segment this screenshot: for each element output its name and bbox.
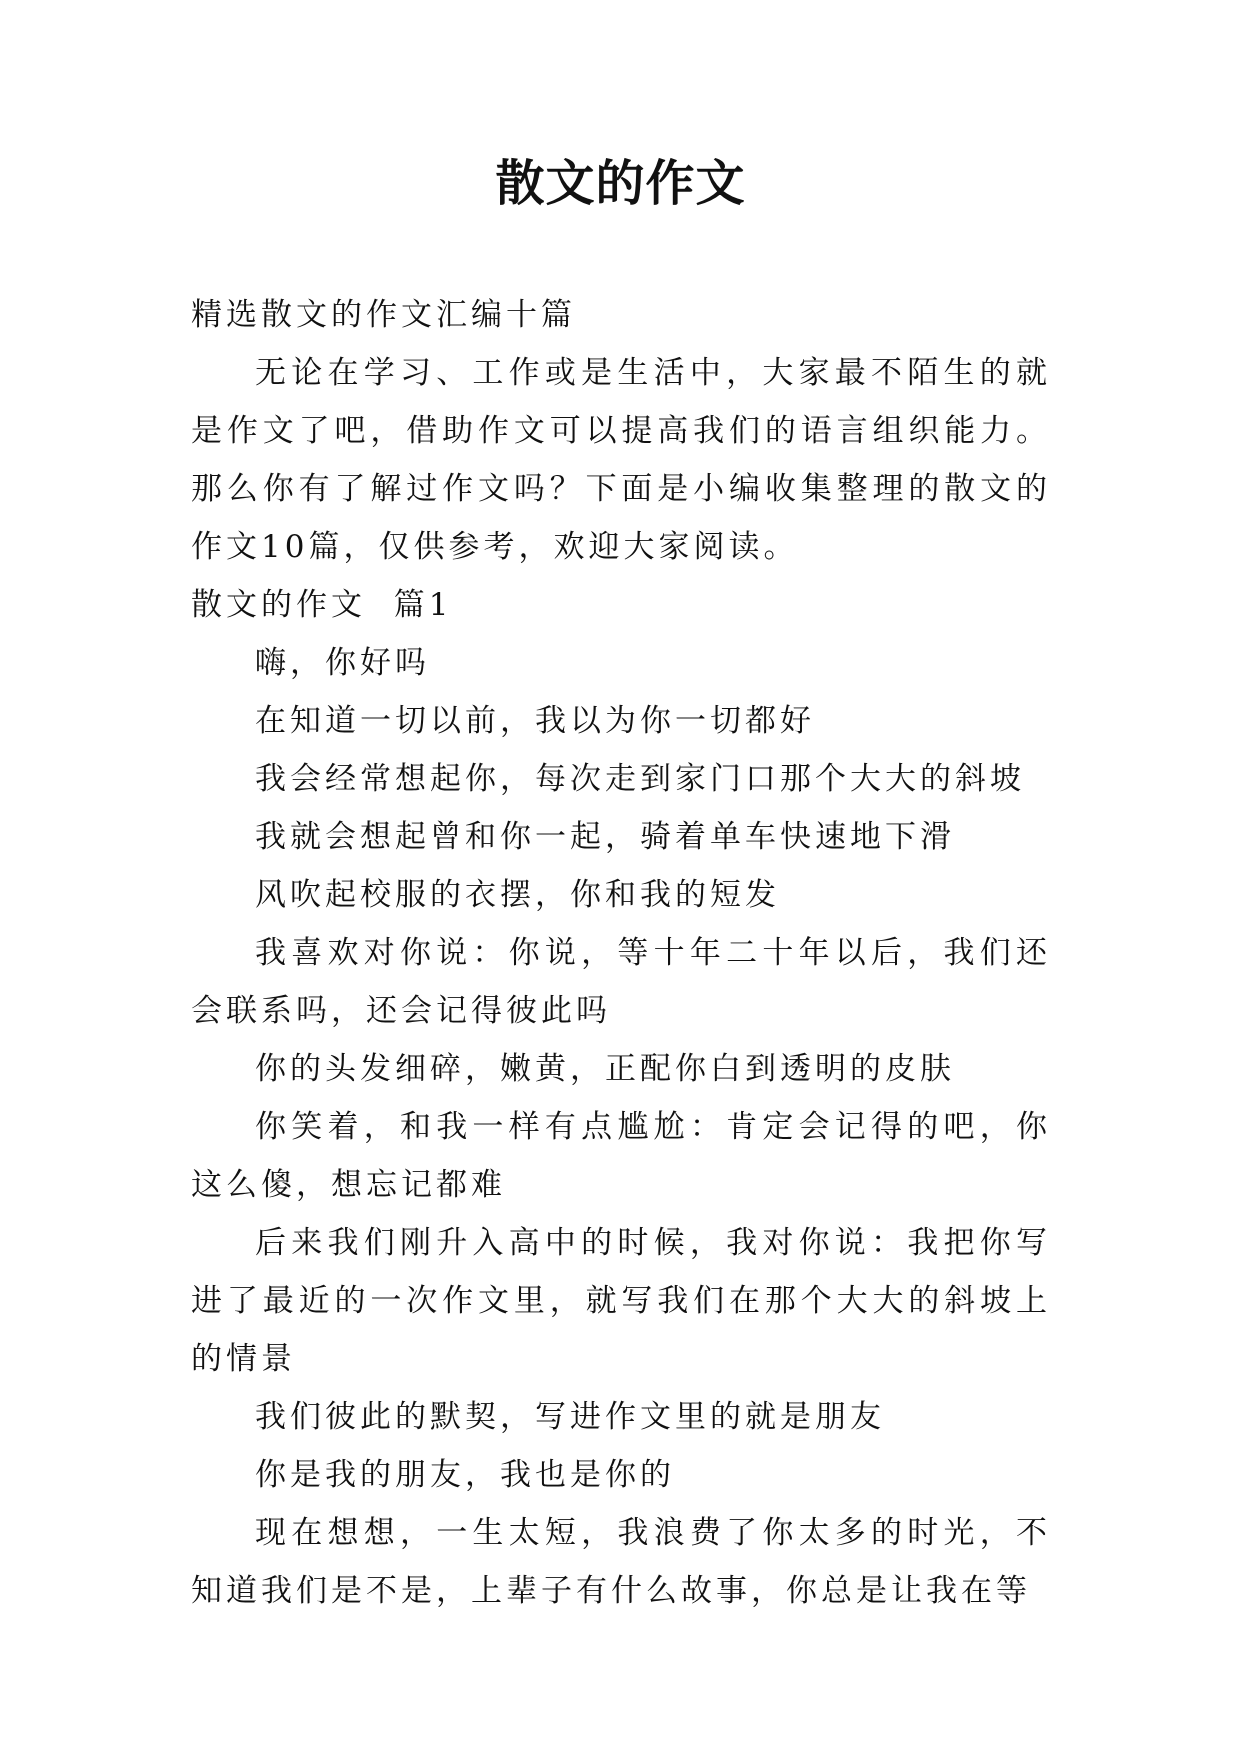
body-paragraph: 现在想想，一生太短，我浪费了你太多的时光，不知道我们是不是，上辈子有什么故事，你总是让我在等 [191, 1515, 1051, 1609]
body-paragraph: 后来我们刚升入高中的时候，我对你说：我把你写进了最近的一次作文里，就写我们在那个大大的斜坡上的情景 [191, 1225, 1051, 1377]
body-paragraph: 你是我的朋友，我也是你的 [255, 1457, 675, 1493]
intro-paragraph: 无论在学习、工作或是生活中，大家最不陌生的就是作文了吧，借助作文可以提高我们的语言组织能力。那么你有了解过作文吗？下面是小编收集整理的散文的作文10篇，仅供参考，欢迎大家阅读。 [191, 355, 1051, 565]
body-paragraph: 我就会想起曾和你一起，骑着单车快速地下滑 [255, 819, 955, 855]
body-paragraph: 你笑着，和我一样有点尴尬：肯定会记得的吧，你这么傻，想忘记都难 [191, 1109, 1051, 1203]
document-body [191, 286, 1051, 1620]
body-paragraph: 我们彼此的默契，写进作文里的就是朋友 [255, 1399, 885, 1435]
section-heading: 散文的作文 篇1 [191, 587, 453, 623]
body-paragraph: 你的头发细碎，嫩黄，正配你白到透明的皮肤 [255, 1051, 955, 1087]
body-paragraph: 我喜欢对你说：你说，等十年二十年以后，我们还会联系吗，还会记得彼此吗 [191, 935, 1051, 1029]
document-title: 散文的作文 [495, 154, 746, 212]
body-paragraph: 风吹起校服的衣摆，你和我的短发 [255, 877, 780, 913]
body-paragraph: 我会经常想起你，每次走到家门口那个大大的斜坡 [255, 761, 1025, 797]
body-paragraph: 在知道一切以前，我以为你一切都好 [255, 703, 815, 739]
subtitle-line: 精选散文的作文汇编十篇 [191, 297, 576, 333]
body-paragraph: 嗨，你好吗 [255, 645, 430, 681]
